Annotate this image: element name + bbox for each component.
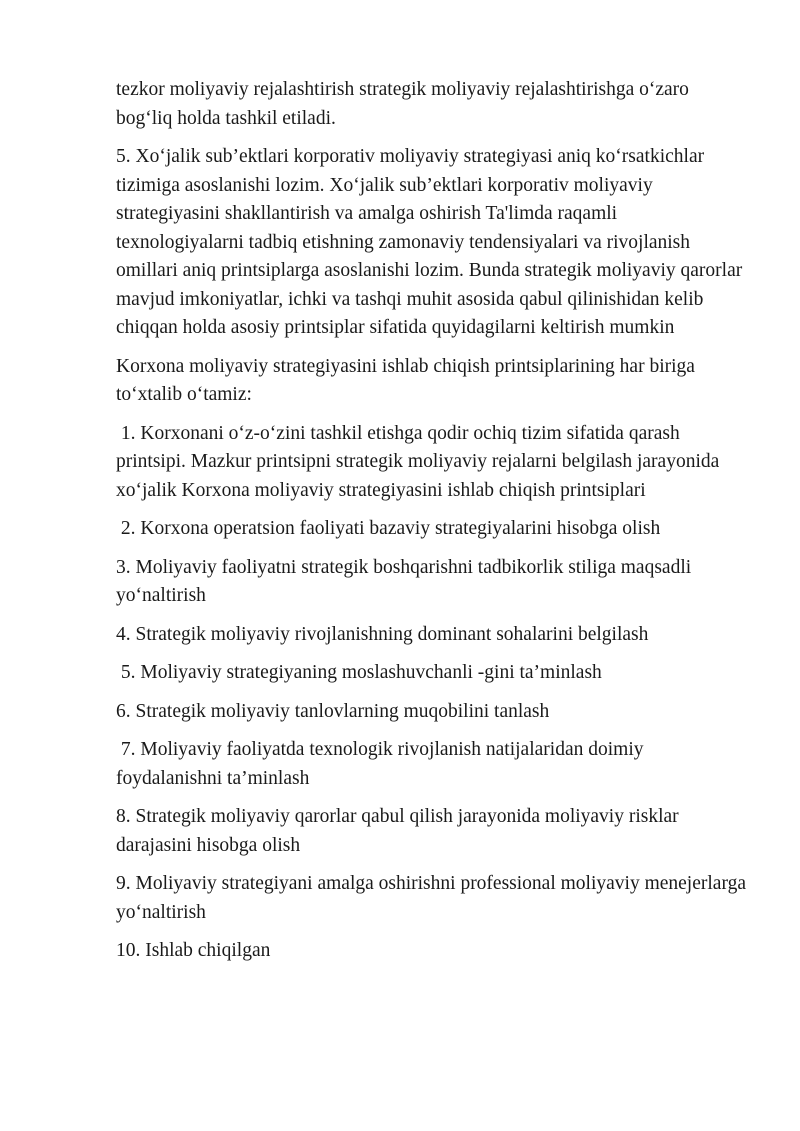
paragraph-continuation: tezkor moliyaviy rejalashtirish strategik moliyaviy rejalashtirishga o‘zaro bog‘liq holda tashkil etiladi. bbox=[116, 79, 694, 129]
list-item-8: 8. Strategik moliyaviy qarorlar qabul qilish jarayonida moliyaviy risklar darajasini hisobga olish bbox=[116, 806, 684, 856]
paragraph-point-5: 5. Xo‘jalik sub’ektlari korporativ moliyaviy strategiyasi aniq ko‘rsatkichlar tizimiga asoslanishi lozim. Xo‘jalik sub’ektlari korporativ moliyaviy strategiyasini shakllantirish va amalga oshirish Ta'limda raqamli texnologiyalarni tadbiq etishning zamonaviy tendensiyalari va rivojlanish omillari aniq printsiplarga asoslanishi lozim. Bunda strategik moliyaviy qarorlar mavjud imkoniyatlar, ichki va tashqi muhit asosida qabul qilinishidan kelib chiqqan holda asosiy printsiplar sifatida quyidagilarni keltirish mumkin bbox=[116, 146, 748, 338]
list-item-7: 7. Moliyaviy faoliyatda texnologik rivojlanish natijalaridan doimiy foydalanishni ta’minlash bbox=[116, 739, 649, 789]
list-item-9: 9. Moliyaviy strategiyani amalga oshirishni professional moliyaviy menejerlarga yo‘naltirish bbox=[116, 873, 751, 923]
paragraph-principles-intro: Korxona moliyaviy strategiyasini ishlab chiqish printsiplarining har biriga to‘xtalib o‘tamiz: bbox=[116, 355, 700, 405]
list-item-10: 10. Ishlab chiqilgan bbox=[116, 940, 271, 961]
list-item-6: 6. Strategik moliyaviy tanlovlarning muqobilini tanlash bbox=[116, 700, 550, 722]
list-item-3: 3. Moliyaviy faoliyatni strategik boshqarishni tadbikorlik stiliga maqsadli yo‘naltirish bbox=[116, 556, 697, 606]
list-item-4: 4. Strategik moliyaviy rivojlanishning dominant sohalarini belgilash bbox=[116, 623, 649, 645]
list-item-2: 2. Korxona operatsion faoliyati bazaviy strategiyalarini hisobga olish bbox=[116, 518, 661, 539]
list-item-1: 1. Korxonani o‘z-o‘zini tashkil etishga qodir ochiq tizim sifatida qarash printsipi. Mazkur printsipni strategik moliyaviy rejalarni belgilash jarayonida xo‘jalik Korxona moliyaviy strategiyasini ishlab chiqish printsiplari bbox=[116, 422, 725, 501]
list-item-5: 5. Moliyaviy strategiyaning moslashuvchanli -gini ta’minlash bbox=[116, 662, 602, 683]
document-page bbox=[116, 76, 751, 976]
